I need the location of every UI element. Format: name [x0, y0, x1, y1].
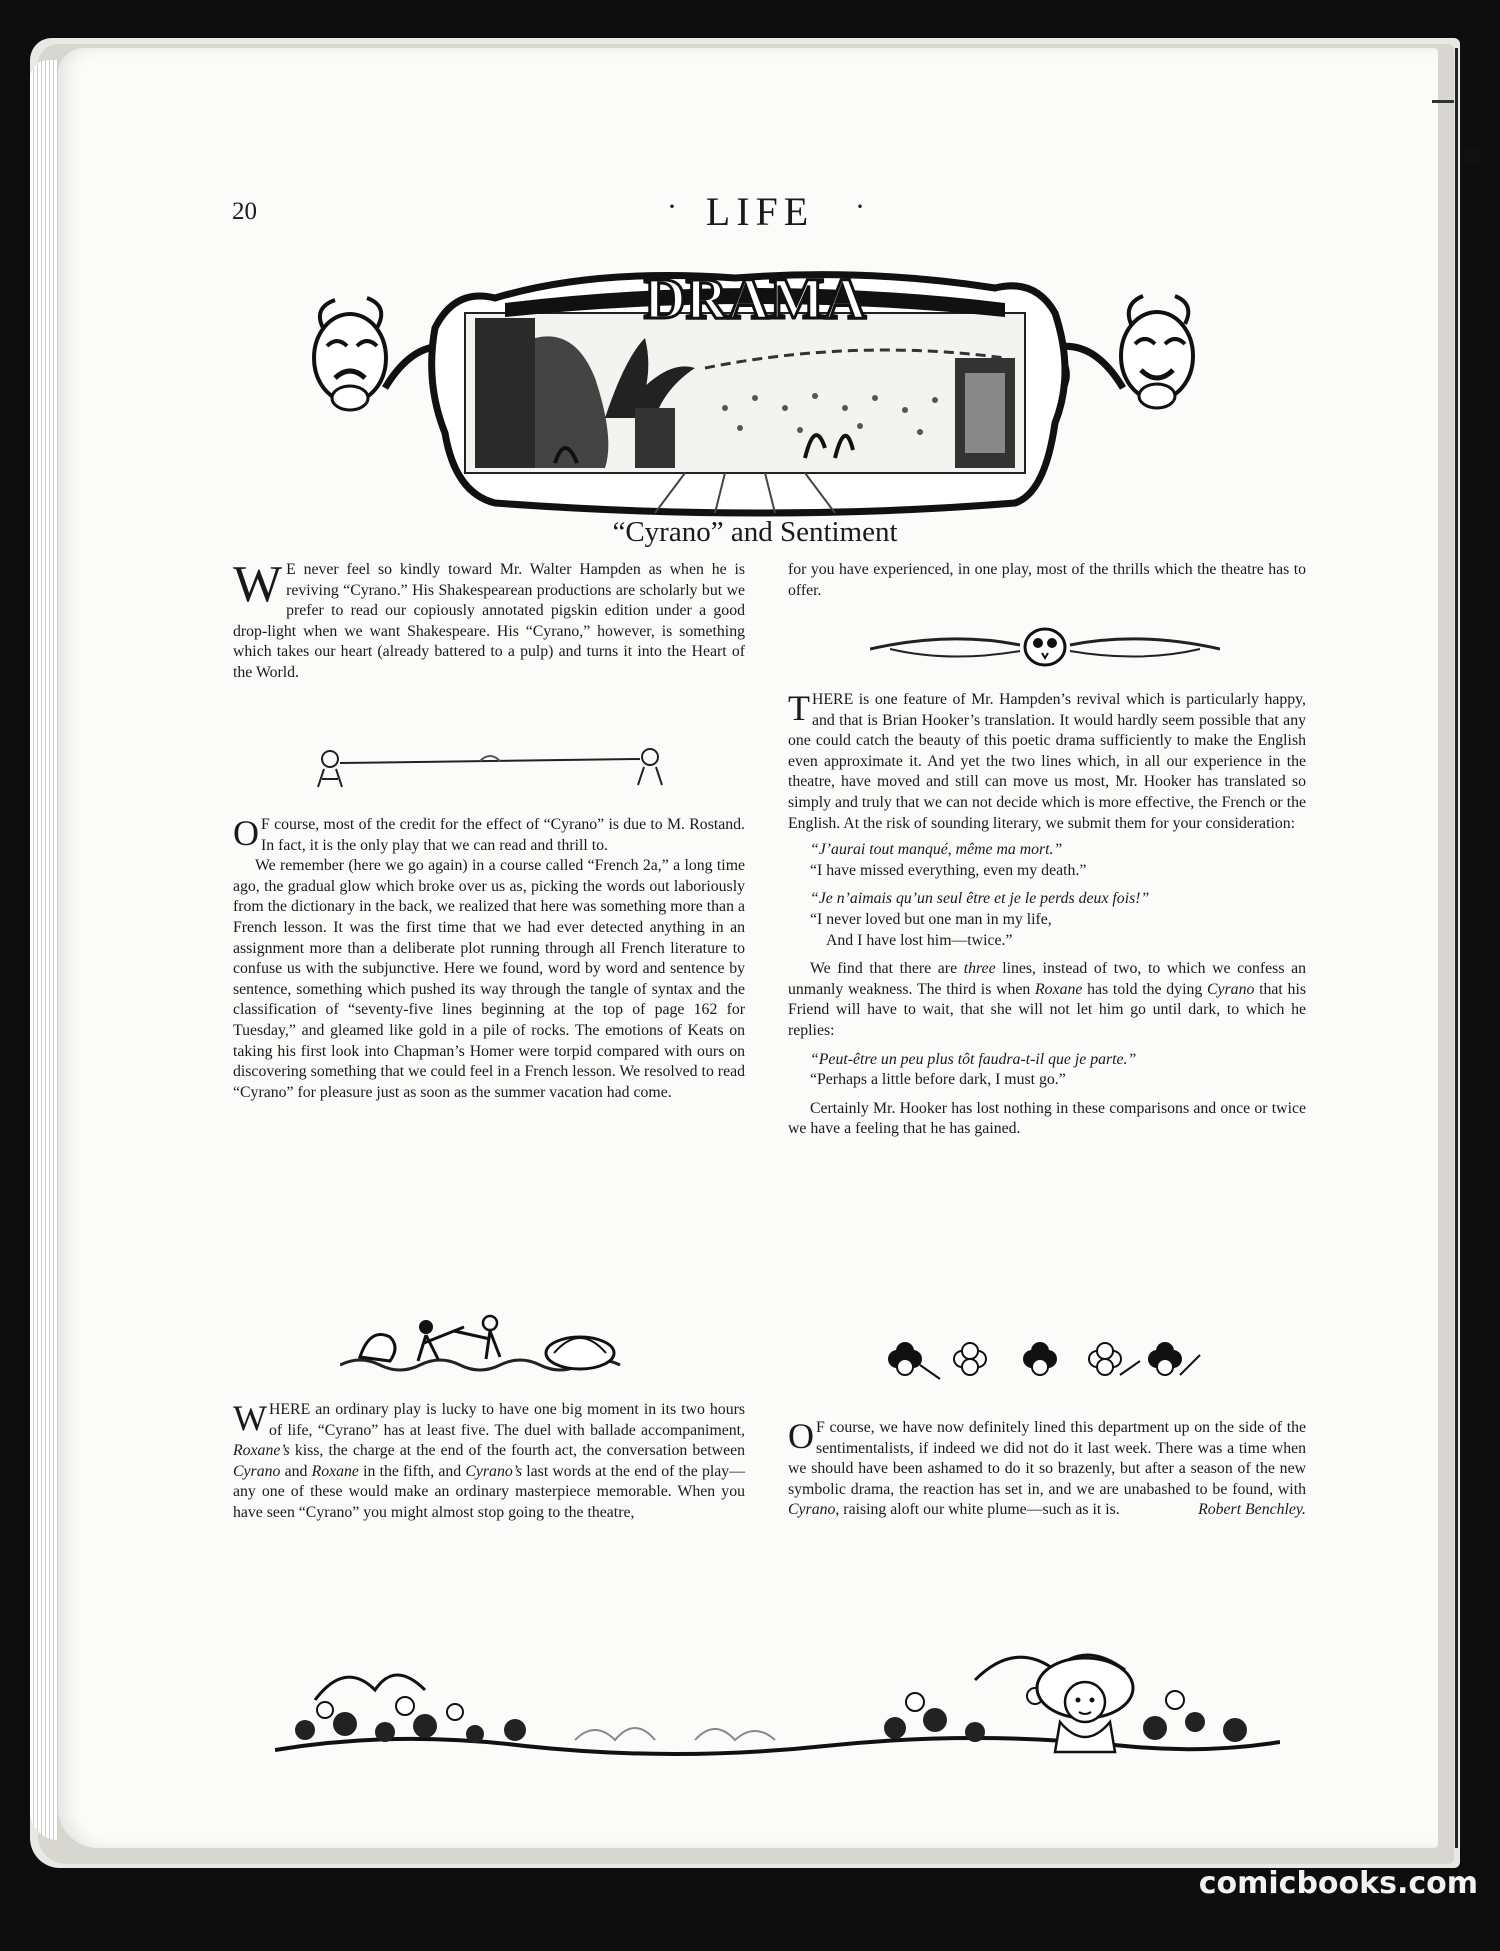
duel-scene-ornament — [340, 1305, 650, 1385]
verse-french: “J’aurai tout manqué, même ma mort.” — [810, 841, 1063, 859]
paragraph: O F course, we have now definitely lined this department up on the side of the sentimentalists, if indeed we did not do it last week. There was a time when we should have been ashamed to do it so brazenly, but after a season of the new symbolic drama, the reaction has set in, and we are unabashed to be found, with Cyrano, raising aloft our white plume—such as it is. Robert Benchley. — [788, 1418, 1306, 1521]
paragraph: Certainly Mr. Hooker has lost nothing in these comparisons and once or twice we have a feeling that he has gained. — [788, 1099, 1306, 1138]
verse-french: “Peut-être un peu plus tôt faudra-t-il que je parte.” — [810, 1050, 1137, 1068]
drop-cap: W — [233, 1398, 267, 1438]
verse-english: And I have lost him—twice.” — [826, 931, 1013, 949]
title-dot-right: · — [855, 190, 865, 223]
garden-border-illustration — [275, 1640, 1280, 1760]
drop-cap: O — [788, 1416, 814, 1456]
drop-cap: W — [233, 556, 283, 613]
verse-english: “Perhaps a little before dark, I must go.” — [810, 1071, 1066, 1089]
watermark: comicbooks.com — [1198, 1866, 1478, 1901]
paragraph: We find that there are three lines, instead of two, to which we confess an unmanly weakness. The third is when Roxane has told the dying Cyrano that his Friend will have to wait, that she will not let him go until dark, to which he replies: — [788, 960, 1306, 1039]
paragraph: for you have experienced, in one play, most of the thrills which the theatre has to offer. — [788, 561, 1306, 599]
verse-english: “I never loved but one man in my life, — [810, 910, 1052, 928]
right-column-section-1 — [788, 560, 1306, 601]
owl-divider-ornament — [870, 625, 1220, 671]
paragraph-text: F course, most of the credit for the effect of “Cyrano” is due to M. Rostand. In fact, it is the only play that we can read and thrill to. — [261, 816, 745, 854]
right-column-section-2 — [788, 690, 1306, 1140]
drama-banner-illustration — [305, 258, 1205, 520]
title-dot-left: · — [667, 190, 677, 223]
drama-banner-word: DRAMA — [643, 266, 867, 331]
author-signature: Robert Benchley. — [1198, 1501, 1306, 1519]
paragraph-text: HERE is one feature of Mr. Hampden’s revival which is particularly happy, and that is Brian Hooker’s translation. It would hardly seem possible that any one could catch the beauty of this poetic drama sufficiently to make the English even approximate it. And yet the two lines which, in all our experience in the theatre, have moved and still can move us most, Mr. Hooker has translated so simply and truly that we can not decide which is more effective, the French or the English. At the risk of sounding literary, we submit them for your consideration: — [788, 691, 1306, 832]
paragraph — [233, 556, 745, 684]
drop-cap: T — [788, 688, 810, 728]
left-column-section-2 — [233, 815, 745, 1103]
paragraph: WHERE an ordinary play is lucky to have one big moment in its two hours of life, “Cyrano” has at least five. The duel with ballade accompaniment, Roxane’s kiss, the charge at the end of the fourth act, the conversation between Cyrano and Roxane in the fifth, and Cyrano’s last words at the end of the play—any one of these would make an ordinary masterpiece memorable. When you have seen “Cyrano” you might almost stop going to the theatre, — [233, 1398, 745, 1521]
fencing-figures-ornament — [310, 745, 670, 793]
comedy-mask-icon — [1121, 296, 1193, 408]
left-column-section-1 — [233, 556, 745, 684]
verse-english: “I have missed everything, even my death.” — [810, 861, 1087, 879]
paragraph — [788, 690, 1306, 834]
verse-french: “Je n’aimais qu’un seul être et je le perds deux fois!” — [810, 890, 1150, 908]
flower-row-ornament — [880, 1335, 1210, 1385]
paragraph-text: E never feel so kindly toward Mr. Walter Hampden as when he is reviving “Cyrano.” His Shakespearean productions are scholarly but we prefer to read our copiously annotated pigskin edition under a good drop-light when we want Shakespeare. His “Cyrano,” however, is something which takes our heart (already battered to a pulp) and turns it into the Heart of the World. — [233, 561, 745, 681]
paragraph — [233, 815, 745, 856]
page-number: 20 — [232, 198, 257, 225]
article-title: “Cyrano” and Sentiment — [612, 516, 898, 548]
magazine-title: LIFE — [705, 189, 815, 234]
right-column-section-3 — [788, 1418, 1306, 1521]
left-column-section-3 — [233, 1400, 745, 1524]
tragedy-mask-icon — [314, 298, 386, 410]
paragraph: We remember (here we go again) in a course called “French 2a,” a long time ago, the gradual glow which broke over us as, picking the words out laboriously from the dictionary in the back, we realized that here was something more than a French lesson. It was the first time that we had ever detected anything in an assignment more than a deliberate plot running through all French literature to confuse us with the subjunctive. Here we found, word by word and sentence by sentence, something which pushed its way through the tangle of syntax and the classification of “seventy-five lines beginning at the top of page 162 for Tuesday,” and gleamed like gold in a pile of rocks. The emotions of Keats on taking his first look into Chapman’s Homer were torpid compared with ours on discovering something that we could feel in a French lesson. We resolved to read “Cyrano” for pleasure just as soon as the summer vacation had come. — [233, 857, 745, 1101]
drop-cap: O — [233, 813, 259, 853]
